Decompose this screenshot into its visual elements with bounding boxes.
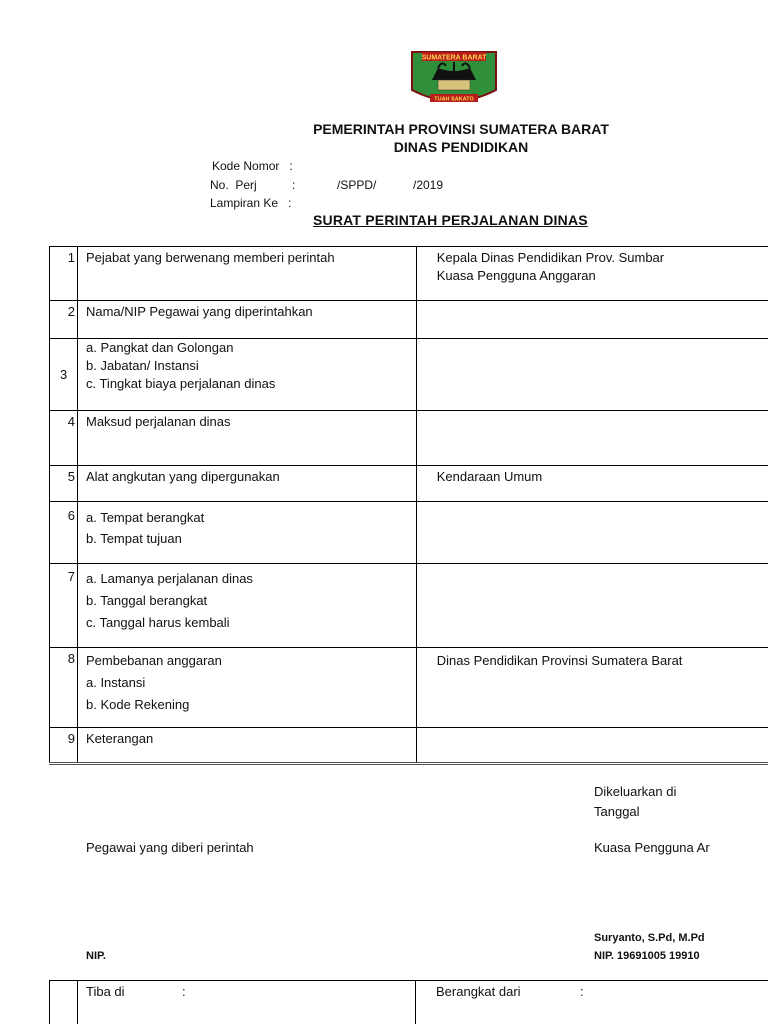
row-number: 9 <box>50 728 78 764</box>
row-label: a. Lamanya perjalanan dinas <box>85 571 253 586</box>
table-row <box>50 466 768 502</box>
dikeluarkan-label: Dikeluarkan di <box>594 784 677 799</box>
header-government: PEMERINTAH PROVINSI SUMATERA BARAT <box>313 121 609 137</box>
tiba-colon: : <box>182 984 186 999</box>
row-label: Maksud perjalanan dinas <box>85 414 231 429</box>
row-label: c. Tingkat biaya perjalanan dinas <box>85 376 276 391</box>
nip-right: NIP. 19691005 19910 <box>594 950 700 962</box>
row-value-empty <box>416 564 768 648</box>
table-row <box>50 728 768 764</box>
header-department: DINAS PENDIDIKAN <box>393 139 529 155</box>
year-code: /2019 <box>413 178 444 192</box>
table-row <box>50 564 768 648</box>
table-row <box>50 502 768 564</box>
row-value-empty <box>416 728 768 764</box>
no-perj-colon: : <box>292 178 296 192</box>
row-label: a. Tempat berangkat <box>85 510 205 525</box>
row-label: Alat angkutan yang dipergunakan <box>85 469 280 484</box>
row-label: Nama/NIP Pegawai yang diperintahkan <box>85 304 313 319</box>
row-label: c. Tanggal harus kembali <box>85 615 230 630</box>
row-number: 6 <box>50 502 78 564</box>
table-row <box>50 411 768 466</box>
row-label: b. Kode Rekening <box>85 697 190 712</box>
table-row <box>50 247 768 301</box>
logo-top-text: SUMATERA BARAT <box>421 54 487 62</box>
row-value-empty <box>416 301 768 339</box>
row-value-empty <box>416 411 768 466</box>
sppd-table <box>49 246 768 765</box>
row-number: 3 <box>50 339 78 411</box>
row-value-empty <box>416 502 768 564</box>
no-perj-label: No. Perj <box>210 178 257 192</box>
row-value: Kepala Dinas Pendidikan Prov. Sumbar <box>436 250 665 265</box>
row-label: Pejabat yang berwenang memberi perintah <box>85 250 335 265</box>
row-number: 4 <box>50 411 78 466</box>
tanggal-label: Tanggal <box>594 804 640 819</box>
row-label: Keterangan <box>85 731 154 746</box>
document-title: SURAT PERINTAH PERJALANAN DINAS <box>313 212 588 228</box>
row-value: Dinas Pendidikan Provinsi Sumatera Barat <box>436 653 683 668</box>
row-label: b. Tempat tujuan <box>85 531 182 546</box>
row-label: Pembebanan anggaran <box>85 653 222 668</box>
berangkat-colon: : <box>580 984 584 999</box>
row-value-empty <box>416 339 768 411</box>
row-label: a. Instansi <box>85 675 146 690</box>
sumatera-barat-emblem <box>408 50 500 110</box>
row-number: 7 <box>50 564 78 648</box>
lampiran-label: Lampiran Ke : <box>210 196 292 210</box>
row-number: 8 <box>50 648 78 728</box>
pegawai-label: Pegawai yang diberi perintah <box>86 840 254 855</box>
kuasa-label: Kuasa Pengguna Ar <box>594 840 710 855</box>
table-row <box>50 339 768 411</box>
table-row <box>50 301 768 339</box>
table-row <box>50 648 768 728</box>
signer-name: Suryanto, S.Pd, M.Pd <box>594 932 705 944</box>
tiba-label: Tiba di <box>86 984 125 999</box>
logo-bottom-text: TUAH SAKATO <box>434 96 474 103</box>
kode-nomor-label: Kode Nomor : <box>212 159 293 173</box>
row-value: Kuasa Pengguna Anggaran <box>436 268 596 283</box>
berangkat-label: Berangkat dari <box>436 984 521 999</box>
row-label: b. Jabatan/ Instansi <box>85 358 199 373</box>
row-number: 2 <box>50 301 78 339</box>
row-label: a. Pangkat dan Golongan <box>85 340 234 355</box>
row-number: 1 <box>50 247 78 301</box>
nip-left: NIP. <box>86 950 106 962</box>
sppd-code: /SPPD/ <box>337 178 377 192</box>
row-value: Kendaraan Umum <box>436 469 543 484</box>
bottom-table-divider <box>77 980 78 1024</box>
bottom-table-divider <box>415 980 416 1024</box>
bottom-table-top-border <box>49 980 768 981</box>
row-number: 5 <box>50 466 78 502</box>
row-label: b. Tanggal berangkat <box>85 593 208 608</box>
bottom-table-left-border <box>49 980 50 1024</box>
